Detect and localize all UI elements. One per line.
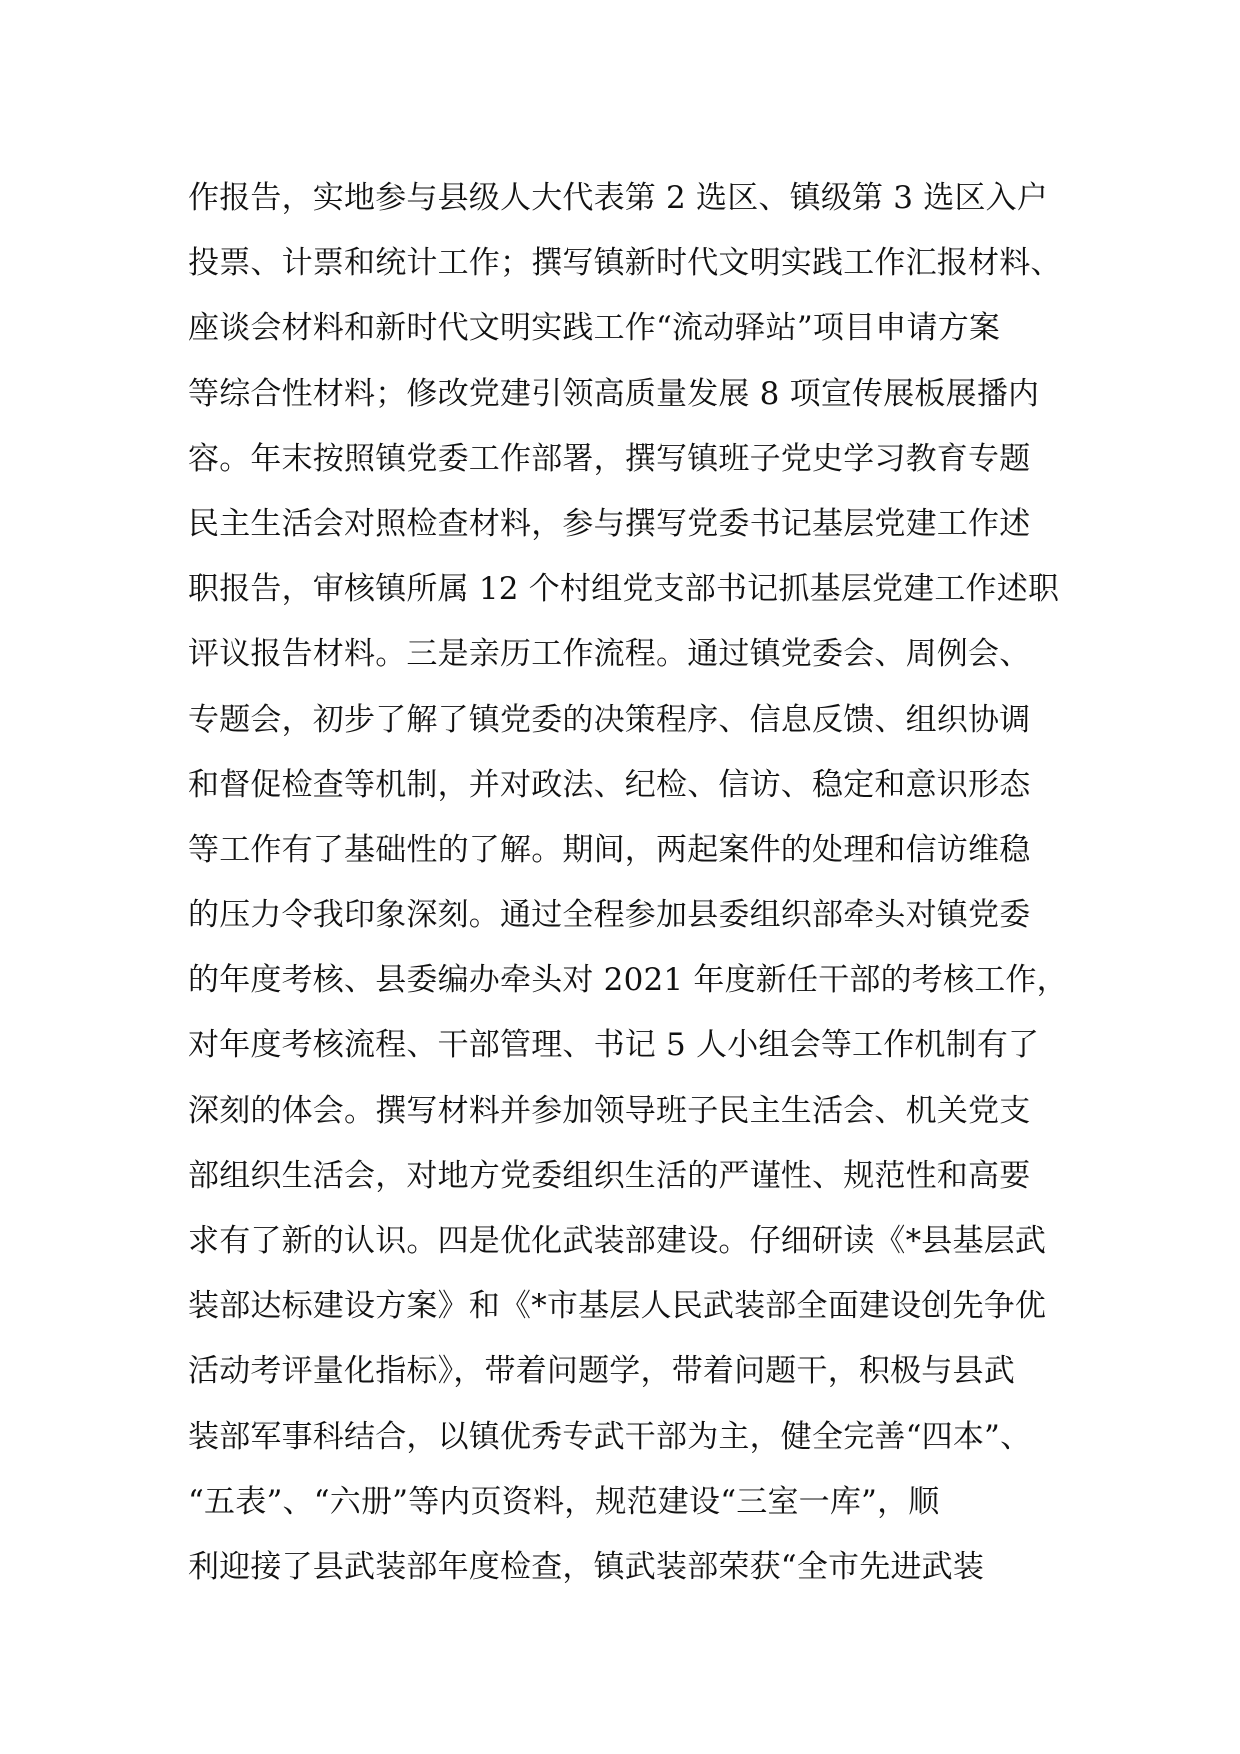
- text-line: 的压力令我印象深刻。通过全程参加县委组织部牵头对镇党委: [188, 897, 1031, 934]
- text-line: 职报告，审核镇所属 12 个村组党支部书记抓基层党建工作述职: [188, 571, 1060, 608]
- text-line: 专题会，初步了解了镇党委的决策程序、信息反馈、组织协调: [188, 701, 1031, 738]
- text-line: 活动考评量化指标》，带着问题学，带着问题干，积极与县武: [188, 1353, 1015, 1390]
- text-line: “五表”、“六册”等内页资料，规范建设“三室一库”，顺: [188, 1483, 940, 1520]
- text-line: 利迎接了县武装部年度检查，镇武装部荣获“全市先进武装: [188, 1548, 985, 1585]
- text-line: 评议报告材料。三是亲历工作流程。通过镇党委会、周例会、: [188, 636, 1031, 673]
- text-line: 装部达标建设方案》和《*市基层人民武装部全面建设创先争优: [188, 1288, 1047, 1325]
- text-line: 民主生活会对照检查材料，参与撰写党委书记基层党建工作述: [188, 505, 1031, 542]
- text-line: 等工作有了基础性的了解。期间，两起案件的处理和信访维稳: [188, 831, 1031, 868]
- text-line: 深刻的体会。撰写材料并参加领导班子民主生活会、机关党支: [188, 1092, 1031, 1129]
- text-line: 对年度考核流程、干部管理、书记 5 人小组会等工作机制有了: [188, 1027, 1040, 1064]
- text-line: 的年度考核、县委编办牵头对 2021 年度新任干部的考核工作，: [188, 962, 1068, 999]
- text-line: 和督促检查等机制，并对政法、纪检、信访、稳定和意识形态: [188, 766, 1031, 803]
- text-line: 座谈会材料和新时代文明实践工作“流动驿站”项目申请方案: [188, 310, 1001, 347]
- text-line: 装部军事科结合，以镇优秀专武干部为主，健全完善“四本”、: [188, 1418, 1032, 1455]
- text-line: 容。年末按照镇党委工作部署，撰写镇班子党史学习教育专题: [188, 440, 1031, 477]
- text-line: 投票、计票和统计工作；撰写镇新时代文明实践工作汇报材料、: [188, 245, 1062, 282]
- text-line: 等综合性材料；修改党建引领高质量发展 8 项宣传展板展播内: [188, 375, 1040, 412]
- text-line: 求有了新的认识。四是优化武装部建设。仔细研读《*县基层武: [188, 1223, 1047, 1259]
- body-text: [188, 166, 1088, 1600]
- text-line: 作报告，实地参与县级人大代表第 2 选区、镇级第 3 选区入户: [188, 180, 1049, 216]
- text-line: 部组织生活会，对地方党委组织生活的严谨性、规范性和高要: [188, 1157, 1031, 1194]
